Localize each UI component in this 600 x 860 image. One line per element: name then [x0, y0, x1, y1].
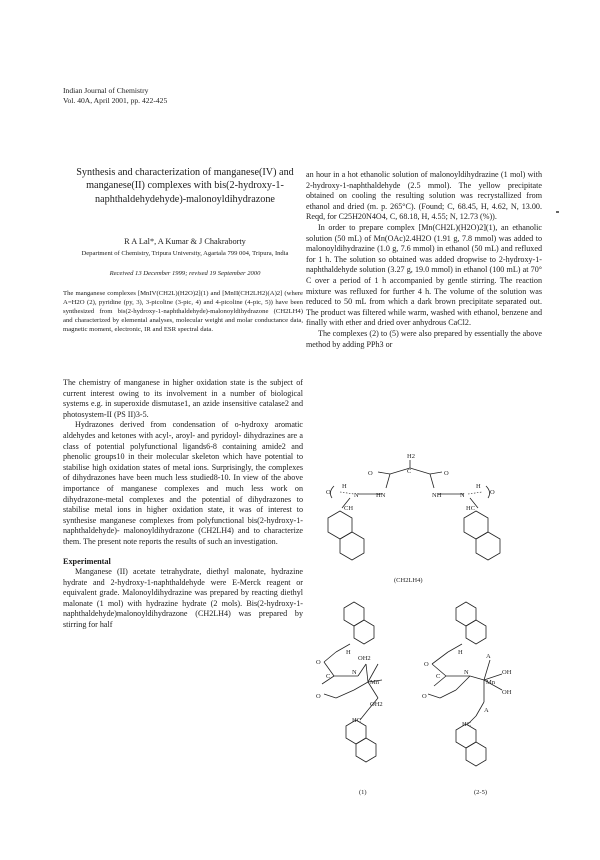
complex1-atom-o-top: O [316, 659, 321, 666]
complex2-label: (2-5) [474, 789, 487, 796]
complex1-metal: Mn [370, 679, 380, 686]
complex1-atom-c: C [326, 673, 331, 680]
left-column [63, 378, 303, 631]
ligand-atom-o-right: O [444, 470, 449, 477]
ligand-structure-figure [318, 448, 538, 588]
complex1-atom-n: N [352, 669, 357, 676]
col2-paragraph-3: The complexes (2) to (5) were also prepared by essentially the above method by adding PPh3 or [306, 328, 542, 349]
ligand-atom-h-right: H [476, 483, 481, 490]
complex2-ligand-top: A [486, 653, 491, 660]
ligand-atom-hn: HN [376, 492, 386, 499]
complex2-atom-n: N [464, 669, 469, 676]
article-received: Received 13 December 1999; revised 19 September 2000 [109, 270, 261, 277]
journal-issue: Vol. 40A, April 2001, pp. 422-425 [63, 95, 168, 105]
complex2-atom-h: H [458, 649, 463, 656]
ligand-atom-h-left: H [342, 483, 347, 490]
ligand-atom-h2: H2 [407, 453, 415, 460]
complex-structures-figure [306, 594, 546, 804]
ligand-atom-c-center: C [407, 468, 412, 475]
complex1-water-bottom: OH2 [370, 701, 383, 708]
complex2-ligand-bottom: A [484, 707, 489, 714]
ligand-atom-o-phenol-right: O [490, 489, 495, 496]
article-authors: R A Lal*, A Kumar & J Chakraborty [124, 237, 246, 246]
intro-paragraph-2: Hydrazones derived from condensation of o-hydroxy aromatic aldehydes and ketones with acyl-, aroyl- and pyridoyl- dihydrazines are a class of potential polyfunctional ligands6-8 containing amide2 and phenolic groups10 in their molecular skeleton which have potential to stabilise high oxidation states of metal ions. Surprisingly, the complexes of dihydrazones have been much less studied8-10. In view of the above importance of manganese complexes and much less work on dihydrazone-metal complexes and the potential of dihydrazones to stabilise metal ions in higher oxidation state, it was of interest to synthesise manganese complexes from polyfunctional bis(2-hydroxy-1-naphthaldehyde)- malonoyldihydrazone (CH2LH4) and to characterize them. The present note reports the results of such an investigation. [63, 420, 303, 546]
ligand-label: (CH2LH4) [394, 577, 423, 584]
complex2-atom-hc: HC [462, 721, 472, 728]
col2-paragraph-2: In order to prepare complex [Mn(CH2L)(H2O)2](1), an ethanolic solution (50 mL) of Mn(OAc)2.4H2O (1.91 g, 7.8 mmol) was added to malonoyldihydrazine (1.0 g, 7.6 mmol) in ethanol (50 mL) and refluxed for 1 h. The solution so obtained was added dropwise to 2-hydroxy-1-naphthaldehyde solution (3.27 g, 19.0 mmol) in ethanol (100 mL) at 70° C over a period of 1 h accompanied by gentle stirring. The reaction mixture was refluxed for further 4 h. The volume of the solution was reduced to 50 mL from which a dark brown precipitate separated out. The product was filtered while warm, washed with ethanol, benzene and finally with ether and dried over anhydrous CaCl2. [306, 222, 542, 328]
ligand-atom-o-left: O [368, 470, 373, 477]
journal-header [63, 86, 167, 105]
ligand-atom-o-phenol-left: O [326, 489, 331, 496]
complex1-atom-o-bottom: O [316, 693, 321, 700]
complex1-water-top: OH2 [358, 655, 371, 662]
ligand-atom-nh: NH [432, 492, 442, 499]
complex2-metal: Mn [486, 679, 496, 686]
article-affiliation: Department of Chemistry, Tripura University, Agartala 799 004, Tripura, India [81, 250, 289, 257]
ligand-atom-n-left: N [354, 492, 359, 499]
ligand-atom-n-right: N [460, 492, 465, 499]
complex2-atom-c: C [436, 673, 441, 680]
right-column [306, 170, 542, 350]
article-abstract: The manganese complexes [MnIV(CH2L)(H2O)2](1) and [MnII(CH2LH2)(A)2] (where A=H2O (2), pyridine (py, 3), 3-picoline (3-pic, 4) and 4-picoline (4-pic, 5)) have been synthesized from bis(2-hydroxy-1-naphthaldehyde)-malonoyldihydrazone (CH2LH4) and characterized by elemental analyses, molecular weight and molar conductance data, magnetic moment, electronic, IR and ESR spectral data. [63, 290, 303, 333]
complex2-atom-o-bottom: O [422, 693, 427, 700]
complex1-atom-hc: HC [352, 717, 362, 724]
journal-name: Indian Journal of Chemistry [63, 86, 149, 95]
col2-paragraph-1: an hour in a hot ethanolic solution of malonoyldihydrazine (1 mol) with 2-hydroxy-1-naphthaldehyde (2.5 mmol). The yellow precipitate obtained on cooling the resulting solution was recrystallized from ethanol and dried (m. p. 265°C). (Found; C, 68.45, H, 4.62, N, 13.00. Reqd, for C25H20N4O4, C, 68.18, H, 4.55; N, 12.73 (%)). [306, 170, 542, 222]
ligand-atom-ch: CH [344, 505, 354, 512]
complex2-atom-oh-bottom: OH [502, 689, 512, 696]
intro-paragraph-1: The chemistry of manganese in higher oxidation state is the subject of current interest owing to its involvement in a number of biological systems e.g. in superoxide dismutase1, an azide insensitive catalase2 and photosystem-II (PS II)3-5. [63, 378, 303, 419]
section-heading-experimental: Experimental [63, 556, 111, 566]
article-title: Synthesis and characterization of manganese(IV) and manganese(II) complexes with bis(2-hydroxy-1-naphthaldehydehyde)-malonoyldihydrazone [76, 167, 294, 205]
experimental-paragraph-1: Manganese (II) acetate tetrahydrate, diethyl malonate, hydrazine hydrate and 2-hydroxy-1-naphthaldehyde were E-Merck reagent or equivalent grade. Malonoyldihydrazine was prepared by reacting diethyl malonate (1 mol) with hydrazine hydrate (2 mols). Bis(2-hydroxy-1-naphthaldehyde)malonoyldihydrazone (CH2LH4) was prepared by stirring for half [63, 567, 303, 630]
complex1-atom-h: H [346, 649, 351, 656]
complex1-label: (1) [359, 789, 367, 796]
margin-mark [556, 211, 559, 213]
complex2-atom-oh-top: OH [502, 669, 512, 676]
complex2-atom-o-top: O [424, 661, 429, 668]
ligand-atom-hc: HC [466, 505, 476, 512]
